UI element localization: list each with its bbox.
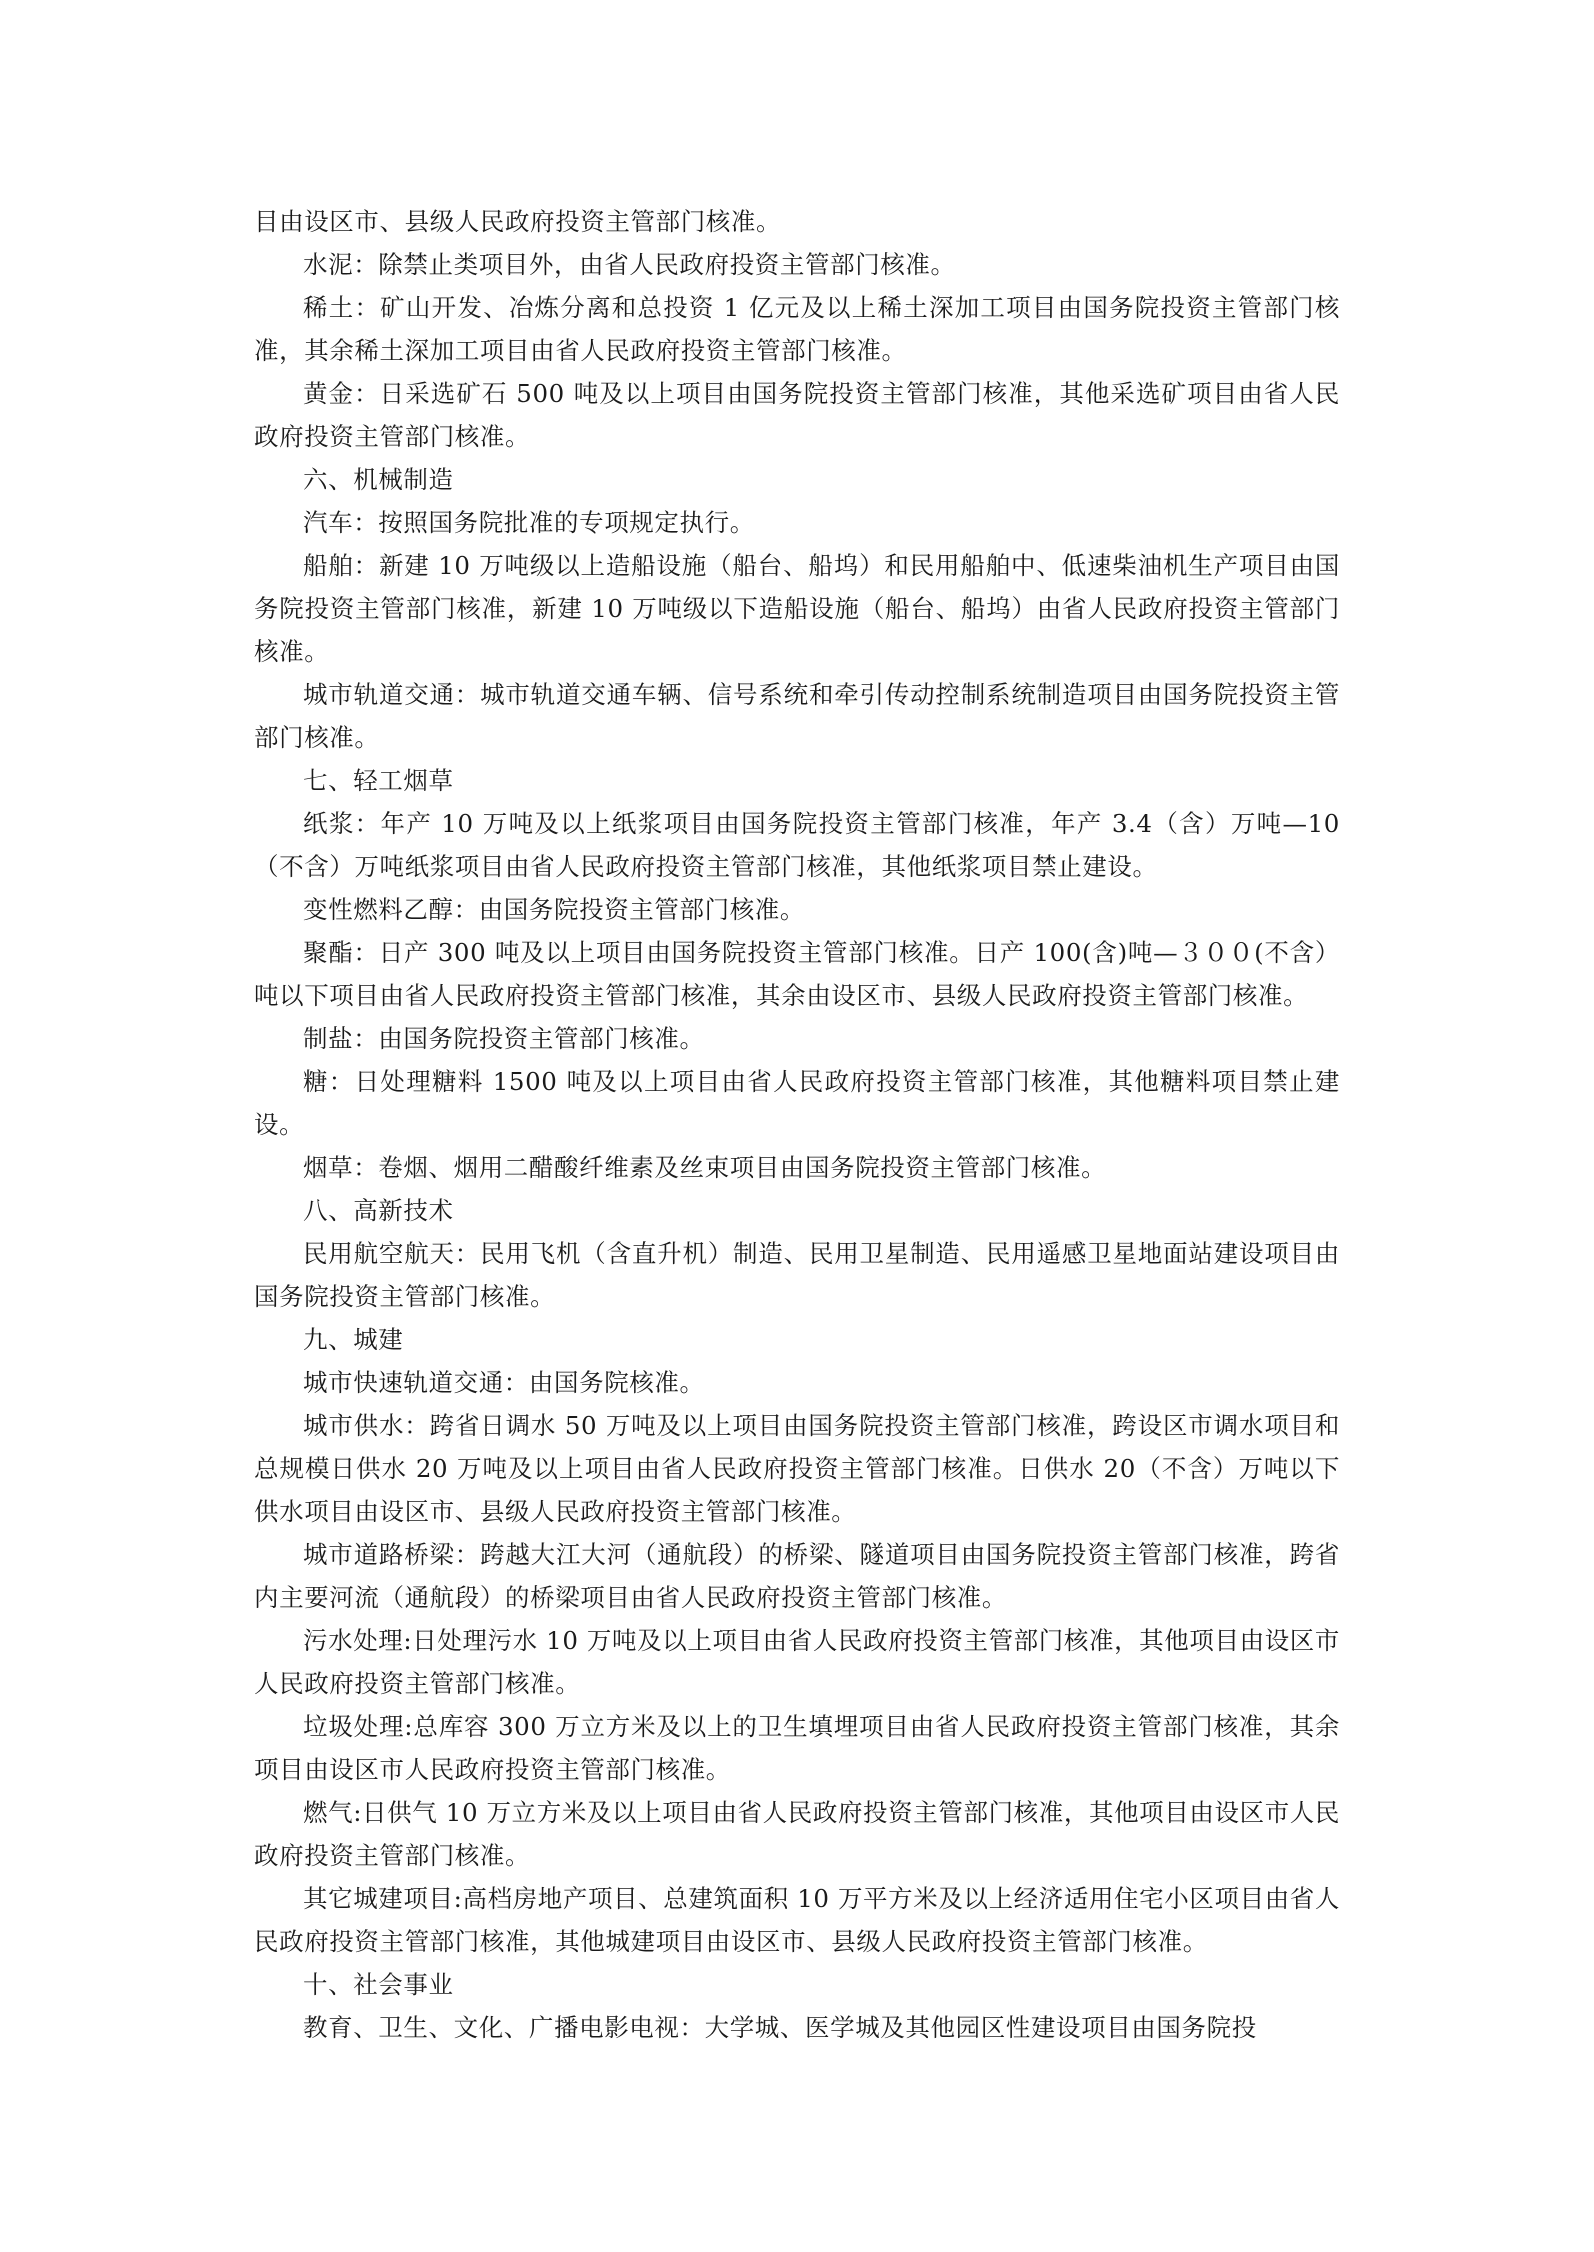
paragraph-polyester: 聚酯：日产 300 吨及以上项目由国务院投资主管部门核准。日产 100(含)吨—３００(不含）吨以下项目由省人民政府投资主管部门核准，其余由设区市、县级人民政府投资主管部门核准。 <box>254 938 1340 1010</box>
section-heading-social: 十、社会事业 <box>303 1970 454 1999</box>
paragraph-pulp: 纸浆：年产 10 万吨及以上纸浆项目由国务院投资主管部门核准，年产 3.4（含）万吨—10（不含）万吨纸浆项目由省人民政府投资主管部门核准，其他纸浆项目禁止建设。 <box>254 809 1340 881</box>
paragraph-gold: 黄金：日采选矿石 500 吨及以上项目由国务院投资主管部门核准，其他采选矿项目由省人民政府投资主管部门核准。 <box>254 379 1340 451</box>
paragraph-sugar: 糖：日处理糖料 1500 吨及以上项目由省人民政府投资主管部门核准，其他糖料项目禁止建设。 <box>254 1067 1340 1139</box>
paragraph-rail-transit: 城市轨道交通：城市轨道交通车辆、信号系统和牵引传动控制系统制造项目由国务院投资主管部门核准。 <box>254 680 1340 752</box>
section-heading-high-tech: 八、高新技术 <box>303 1196 454 1225</box>
section-heading-light-industry: 七、轻工烟草 <box>303 766 454 795</box>
paragraph-gas: 燃气:日供气 10 万立方米及以上项目由省人民政府投资主管部门核准，其他项目由设区市人民政府投资主管部门核准。 <box>254 1798 1340 1870</box>
paragraph-tobacco: 烟草：卷烟、烟用二醋酸纤维素及丝束项目由国务院投资主管部门核准。 <box>303 1153 1107 1182</box>
continuation-paragraph: 目由设区市、县级人民政府投资主管部门核准。 <box>254 207 782 236</box>
paragraph-garbage: 垃圾处理:总库容 300 万立方米及以上的卫生填埋项目由省人民政府投资主管部门核准，其余项目由设区市人民政府投资主管部门核准。 <box>254 1712 1340 1784</box>
paragraph-rare-earth: 稀土：矿山开发、冶炼分离和总投资 1 亿元及以上稀土深加工项目由国务院投资主管部门核准，其余稀土深加工项目由省人民政府投资主管部门核准。 <box>254 293 1340 365</box>
paragraph-ships: 船舶：新建 10 万吨级以上造船设施（船台、船坞）和民用船舶中、低速柴油机生产项目由国务院投资主管部门核准，新建 10 万吨级以下造船设施（船台、船坞）由省人民政府投资主管部门核准。 <box>254 551 1340 666</box>
paragraph-rapid-rail: 城市快速轨道交通：由国务院核准。 <box>303 1368 705 1397</box>
section-heading-urban-construction: 九、城建 <box>303 1325 404 1354</box>
paragraph-water-supply: 城市供水：跨省日调水 50 万吨及以上项目由国务院投资主管部门核准，跨设区市调水项目和总规模日供水 20 万吨及以上项目由省人民政府投资主管部门核准。日供水 20（不含）万吨以下供水项目由设区市、县级人民政府投资主管部门核准。 <box>254 1411 1340 1526</box>
paragraph-cement: 水泥：除禁止类项目外，由省人民政府投资主管部门核准。 <box>303 250 956 279</box>
paragraph-ethanol: 变性燃料乙醇：由国务院投资主管部门核准。 <box>303 895 805 924</box>
paragraph-bridges: 城市道路桥梁：跨越大江大河（通航段）的桥梁、隧道项目由国务院投资主管部门核准，跨省内主要河流（通航段）的桥梁项目由省人民政府投资主管部门核准。 <box>254 1540 1340 1612</box>
paragraph-education: 教育、卫生、文化、广播电影电视：大学城、医学城及其他园区性建设项目由国务院投 <box>303 2013 1257 2042</box>
paragraph-aerospace: 民用航空航天：民用飞机（含直升机）制造、民用卫星制造、民用遥感卫星地面站建设项目由国务院投资主管部门核准。 <box>254 1239 1340 1311</box>
paragraph-other-urban: 其它城建项目:高档房地产项目、总建筑面积 10 万平方米及以上经济适用住宅小区项目由省人民政府投资主管部门核准，其他城建项目由设区市、县级人民政府投资主管部门核准。 <box>254 1884 1340 1956</box>
section-heading-machinery: 六、机械制造 <box>303 465 454 494</box>
paragraph-sewage: 污水处理:日处理污水 10 万吨及以上项目由省人民政府投资主管部门核准，其他项目由设区市人民政府投资主管部门核准。 <box>254 1626 1340 1698</box>
paragraph-automobile: 汽车：按照国务院批准的专项规定执行。 <box>303 508 755 537</box>
paragraph-salt: 制盐：由国务院投资主管部门核准。 <box>303 1024 705 1053</box>
document-body <box>254 200 1340 2049</box>
